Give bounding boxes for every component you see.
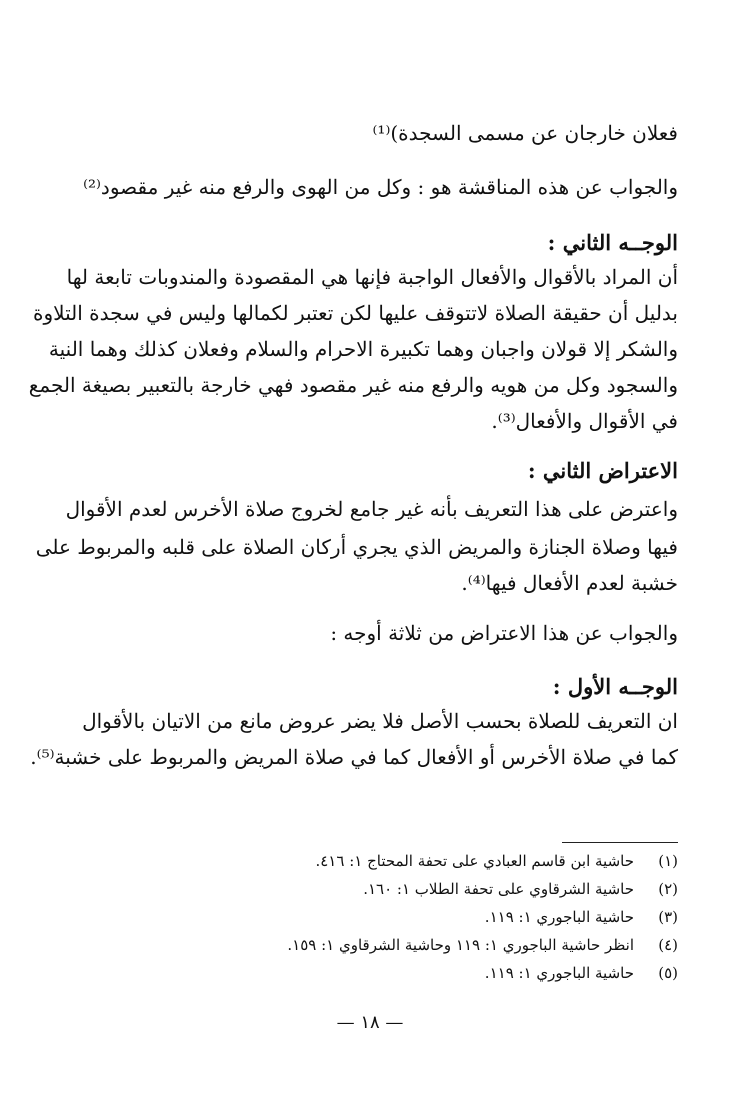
footnote-text: حاشية الشرقاوي على تحفة الطلاب ١: ١٦٠. [363, 880, 634, 898]
footnote-text: انظر حاشية الباجوري ١: ١١٩ وحاشية الشرقاوي ١: ١٥٩. [287, 936, 634, 954]
footnote-number: (٣) [658, 908, 678, 926]
footnote-text: حاشية الباجوري ١: ١١٩. [484, 908, 634, 926]
text-line-12: خشبة لعدم الأفعال فيها⁽⁴⁾. [461, 571, 678, 595]
text-line-10: واعترض على هذا التعريف بأنه غير جامع لخروج صلاة الأخرس لعدم الأقوال [65, 497, 678, 521]
section-heading-first-aspect: الوجــه الأول : [552, 674, 678, 699]
text-line-4: أن المراد بالأقوال والأفعال الواجبة فإنها هي المقصودة والمندوبات تابعة لها [66, 265, 678, 289]
text-line-7: والسجود وكل من هويه والرفع منه غير مقصود فهي خارجة بالتعبير بصيغة الجمع [28, 373, 678, 397]
section-heading-second-objection: الاعتراض الثاني : [527, 458, 678, 483]
footnote-separator [562, 842, 678, 843]
footnote-3 [58, 906, 678, 928]
page-number: — ١٨ — [336, 1012, 404, 1033]
footnote-number: (٤) [658, 936, 678, 954]
footnote-1 [58, 850, 678, 872]
section-heading-second-aspect: الوجــه الثاني : [547, 230, 678, 255]
footnote-number: (١) [658, 852, 678, 870]
footnote-5 [58, 962, 678, 984]
footnote-number: (٥) [658, 964, 678, 982]
text-line-5: بدليل أن حقيقة الصلاة لاتتوقف عليها لكن تعتبر لكمالها وليس في سجدة التلاوة [33, 301, 678, 325]
text-line-8: في الأقوال والأفعال⁽³⁾. [491, 409, 678, 433]
footnote-text: حاشية الباجوري ١: ١١٩. [484, 964, 634, 982]
footnote-number: (٢) [658, 880, 678, 898]
text-line-13: والجواب عن هذا الاعتراض من ثلاثة أوجه : [330, 621, 678, 645]
footnote-2 [58, 878, 678, 900]
text-line-15: ان التعريف للصلاة بحسب الأصل فلا يضر عروض مانع من الاتيان بالأقوال [82, 709, 678, 733]
text-line-16: كما في صلاة الأخرس أو الأفعال كما في صلاة المريض والمربوط على خشبة⁽⁵⁾. [30, 745, 678, 769]
text-line-2: والجواب عن هذه المناقشة هو : وكل من الهوى والرفع منه غير مقصود⁽²⁾ [83, 175, 678, 199]
footnote-4 [58, 934, 678, 956]
text-line-1: فعلان خارجان عن مسمى السجدة)⁽¹⁾ [372, 121, 678, 145]
text-line-11: فيها وصلاة الجنازة والمريض الذي يجري أركان الصلاة على قلبه والمربوط على [35, 535, 678, 559]
footnote-text: حاشية ابن قاسم العبادي على تحفة المحتاج ١: ٤١٦. [315, 852, 634, 870]
text-line-6: والشكر إلا قولان واجبان وهما تكبيرة الاحرام والسلام وفعلان كذلك وهما النية [48, 337, 678, 361]
